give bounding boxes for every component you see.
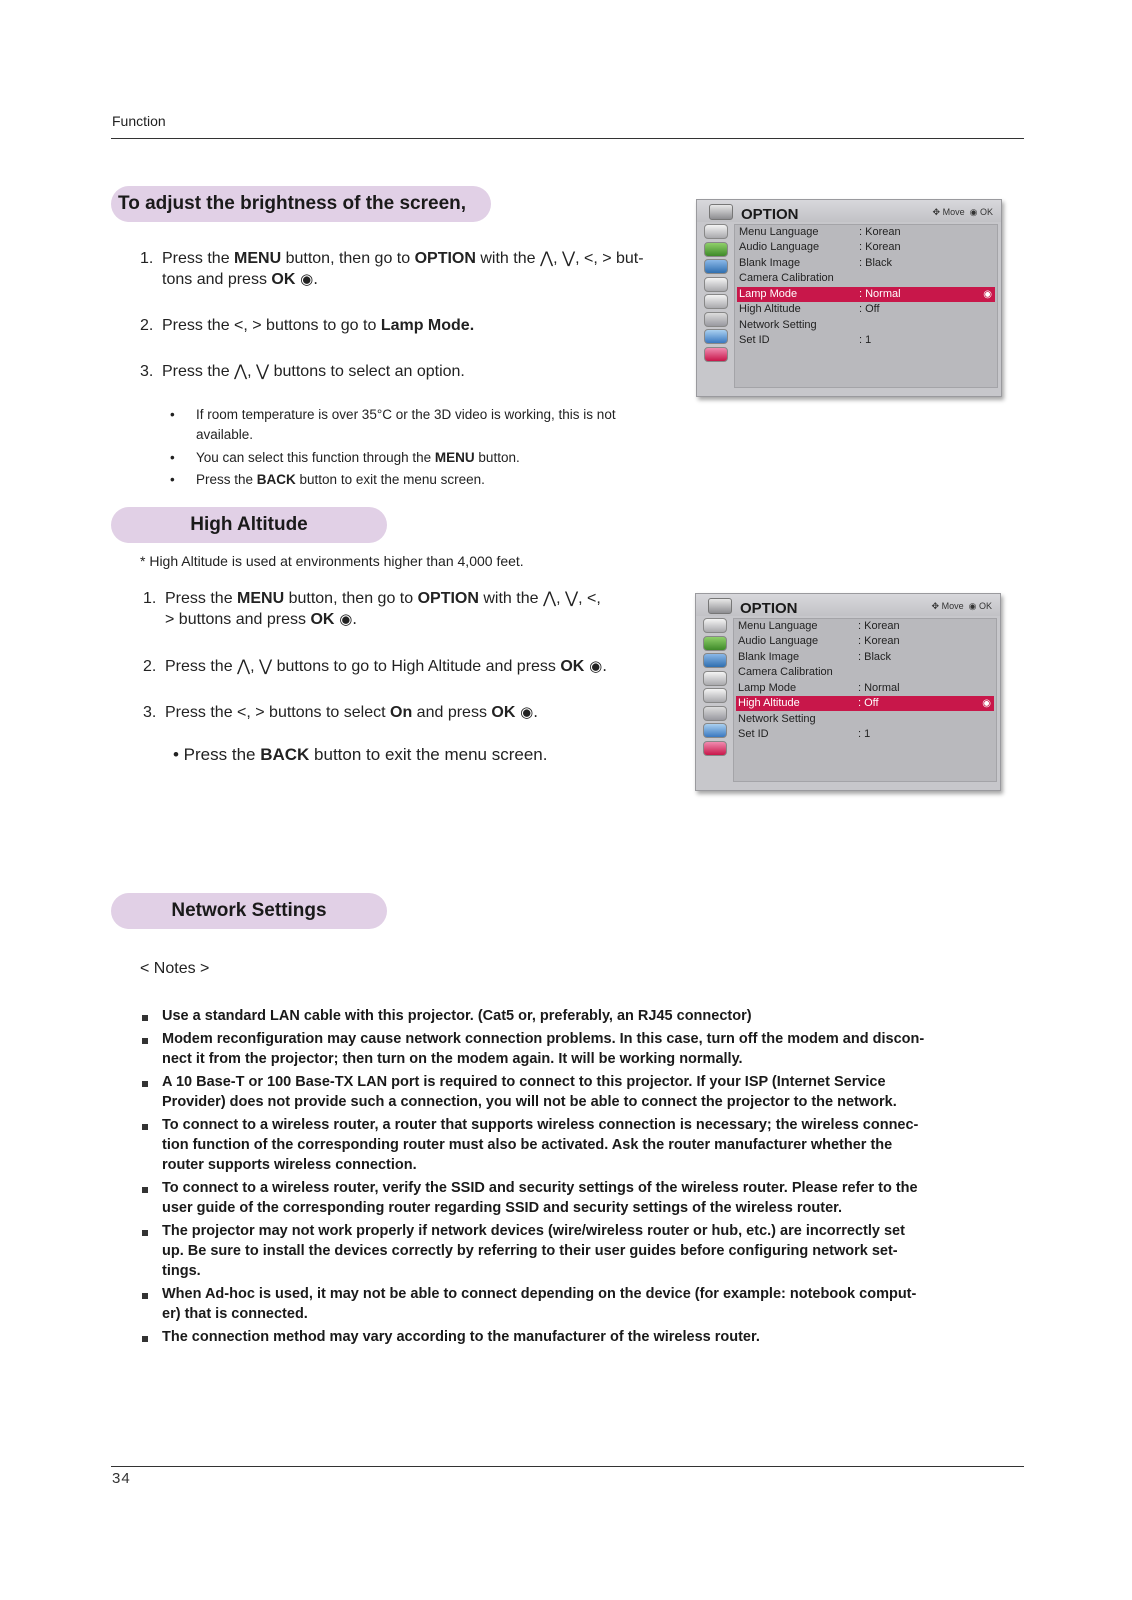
section-title-network (111, 893, 387, 929)
option-icon[interactable] (704, 312, 728, 327)
step-text: with the ⋀, ⋁, <, (478, 590, 601, 607)
screen-icon[interactable] (703, 636, 727, 651)
osd-row[interactable] (737, 240, 995, 255)
step-bold: OK (310, 611, 335, 628)
info-icon[interactable] (703, 741, 727, 756)
osd-row[interactable] (736, 634, 994, 649)
move-icon: ✥ (931, 601, 940, 611)
osd-row[interactable] (736, 681, 994, 696)
note-line: To connect to a wireless router, verify the SSID and security settings of the wireless router. Please refer to the (162, 1180, 918, 1196)
step-num: 2. (140, 317, 154, 334)
step-bold: OK (271, 271, 296, 288)
row-value: : Korean (859, 226, 901, 238)
step-text: tons and press (162, 271, 272, 288)
page-number: 34 (112, 1470, 131, 1487)
ok-icon: ◉. (334, 610, 358, 628)
osd-row-selected[interactable] (736, 696, 994, 711)
square-bullet (142, 1187, 148, 1193)
row-value: : Normal (859, 288, 901, 300)
square-bullet (142, 1038, 148, 1044)
info-icon[interactable] (704, 347, 728, 362)
note-line: Modem reconfiguration may cause network connection problems. In this case, turn off the modem and discon- (162, 1031, 925, 1047)
ok-icon: ◉. (584, 657, 607, 675)
time-icon[interactable] (704, 294, 728, 309)
note-line: Use a standard LAN cable with this projector. (Cat5 or, preferably, an RJ45 connector) (162, 1008, 752, 1024)
bullet-text: If room temperature is over 35°C or the 3D video is working, this is not (196, 407, 616, 422)
note-item (140, 1284, 1020, 1324)
note-item (140, 1006, 1020, 1026)
move-label: Move (941, 601, 964, 611)
altitude-back-note (173, 745, 547, 765)
note-line: router supports wireless connection. (162, 1157, 417, 1173)
step-bold: MENU (237, 590, 285, 607)
bullet-bold: BACK (256, 472, 296, 487)
note-item (140, 1115, 1020, 1175)
brightness-bullet-2 (170, 448, 520, 468)
step-text: and press (412, 704, 492, 721)
row-value: : Off (858, 697, 879, 709)
radio-selected-icon: ◉ (982, 698, 991, 709)
square-bullet (142, 1015, 148, 1021)
step-text: Press the ⋀, ⋁ buttons to select an option. (162, 363, 465, 380)
square-bullet (142, 1293, 148, 1299)
osd-row[interactable] (736, 727, 994, 742)
step-bold: On (390, 704, 413, 721)
brightness-step-3 (140, 361, 465, 382)
step-num: 3. (143, 704, 157, 721)
bullet-dot: • (170, 472, 175, 487)
altitude-step-3 (143, 702, 538, 723)
square-bullet (142, 1336, 148, 1342)
row-label: Set ID (739, 334, 770, 346)
osd-category-icons (701, 224, 731, 364)
note-line: A 10 Base-T or 100 Base-TX LAN port is required to connect to this projector. If your ISP (Internet Service (162, 1074, 886, 1090)
osd-category-icons (700, 618, 730, 758)
osd-row-selected[interactable] (737, 287, 995, 302)
note-line: tings. (162, 1263, 201, 1279)
row-value: : Korean (858, 620, 900, 632)
section-title-altitude (111, 507, 387, 543)
step-text: button, then go to (284, 590, 418, 607)
square-bullet (142, 1124, 148, 1130)
network-title: Network Settings (171, 900, 327, 921)
row-label: High Altitude (739, 303, 801, 315)
note-line: When Ad-hoc is used, it may not be able to connect depending on the device (for example: notebook comput- (162, 1286, 917, 1302)
osd-row[interactable] (736, 665, 994, 680)
bullet-dot: • (170, 407, 175, 422)
time-icon[interactable] (703, 688, 727, 703)
note-item (140, 1178, 1020, 1218)
bullet-dot: • (170, 450, 175, 465)
lock-icon[interactable] (703, 723, 727, 738)
bullet-text: button to exit the menu screen. (295, 472, 485, 487)
altitude-step-1 (143, 588, 663, 630)
brightness-step-1 (140, 248, 700, 290)
note-item (140, 1221, 1020, 1281)
step-text: Press the ⋀, ⋁ buttons to go to High Altitude and press (165, 658, 561, 675)
row-label: Blank Image (738, 651, 800, 663)
display-icon[interactable] (704, 259, 728, 274)
step-text: button, then go to (281, 250, 415, 267)
row-label: Blank Image (739, 257, 801, 269)
step-bold: OPTION (417, 590, 479, 607)
note-line: To connect to a wireless router, a router that supports wireless connection is necessary; the wireless connec- (162, 1117, 919, 1133)
move-label: Move (942, 207, 965, 217)
square-bullet (142, 1230, 148, 1236)
note-item (140, 1327, 1020, 1347)
step-bold: MENU (234, 250, 282, 267)
step-bold: OK (491, 704, 516, 721)
picture-icon[interactable] (704, 224, 728, 239)
ok-icon: ◉. (295, 270, 319, 288)
toolbox-icon (708, 598, 732, 614)
osd-option-menu-altitude (695, 593, 1001, 791)
osd-row[interactable] (737, 318, 995, 333)
step-num: 3. (140, 363, 154, 380)
notes-label: < Notes > (140, 960, 210, 977)
row-value: : Korean (858, 635, 900, 647)
move-icon: ✥ (932, 207, 941, 217)
osd-hint (933, 207, 993, 218)
bullet-text: You can select this function through the (196, 450, 435, 465)
row-label: Network Setting (738, 713, 816, 725)
ok-icon: ◉ (968, 601, 977, 611)
note-line: nect it from the projector; then turn on the modem again. It will be working normally. (162, 1051, 743, 1067)
step-bold: Lamp Mode. (380, 317, 475, 334)
picture-icon[interactable] (703, 618, 727, 633)
brightness-step-2 (140, 315, 474, 336)
row-label: Camera Calibration (738, 666, 833, 678)
note-line: Provider) does not provide such a connection, you will not be able to connect the projector to the network. (162, 1094, 897, 1110)
osd-option-menu-lamp (696, 199, 1002, 397)
note-line: The connection method may vary according to the manufacturer of the wireless router. (162, 1329, 760, 1345)
step-bold: OPTION (414, 250, 476, 267)
row-label: Set ID (738, 728, 769, 740)
row-label: Lamp Mode (738, 682, 797, 694)
lock-icon[interactable] (704, 329, 728, 344)
row-label: Camera Calibration (739, 272, 834, 284)
osd-row[interactable] (737, 271, 995, 286)
row-value: : Normal (858, 682, 900, 694)
brightness-bullet-1 (170, 405, 690, 445)
brightness-bullet-3 (170, 470, 485, 490)
square-bullet (142, 1081, 148, 1087)
audio-icon[interactable] (704, 277, 728, 292)
altitude-step-2 (143, 656, 607, 677)
row-label: Menu Language (738, 620, 818, 632)
row-value: : Korean (859, 241, 901, 253)
row-value: : Off (859, 303, 880, 315)
brightness-title: To adjust the brightness of the screen, (118, 193, 467, 214)
osd-row[interactable] (737, 225, 995, 240)
step-text: Press the <, > buttons to go to (162, 317, 381, 334)
step-text: Press the (162, 250, 235, 267)
note-line: er) that is connected. (162, 1306, 308, 1322)
note-line: user guide of the corresponding router regarding SSID and security settings of the wireless router. (162, 1200, 843, 1216)
footer-rule (111, 1466, 1024, 1467)
note-item (140, 1072, 1020, 1112)
altitude-title: High Altitude (190, 514, 308, 535)
row-label: Menu Language (739, 226, 819, 238)
step-num: 1. (140, 250, 154, 267)
ok-icon: ◉. (515, 703, 539, 721)
row-value: : 1 (859, 334, 872, 346)
osd-title: OPTION (741, 206, 799, 223)
row-label: Audio Language (739, 241, 820, 253)
osd-row[interactable] (737, 333, 995, 348)
audio-icon[interactable] (703, 671, 727, 686)
row-value: : Black (858, 651, 892, 663)
bullet-bold: MENU (434, 450, 475, 465)
row-value: : Black (859, 257, 893, 269)
step-text: Press the <, > buttons to select (165, 704, 391, 721)
osd-list (734, 224, 998, 388)
step-num: 1. (143, 590, 157, 607)
note-line: The projector may not work properly if network devices (wire/wireless router or hub, etc.) are incorrectly set (162, 1223, 905, 1239)
section-title-brightness (111, 186, 491, 222)
altitude-note: * High Altitude is used at environments higher than 4,000 feet. (140, 553, 524, 569)
note-line: tion function of the corresponding router must also be activated. Ask the router manufacturer whether the (162, 1137, 893, 1153)
bullet-text: button. (474, 450, 520, 465)
section-header: Function (112, 113, 166, 129)
ok-icon: ◉ (969, 207, 978, 217)
note-text: button to exit the menu screen. (309, 745, 548, 764)
step-text: Press the (165, 590, 238, 607)
note-text: • Press the (173, 745, 261, 764)
osd-list (733, 618, 997, 782)
row-label: High Altitude (738, 697, 800, 709)
step-bold: OK (560, 658, 585, 675)
network-notes-list (140, 1006, 1020, 1350)
row-label: Lamp Mode (739, 288, 798, 300)
osd-title: OPTION (740, 600, 798, 617)
osd-hint (932, 601, 992, 612)
option-icon[interactable] (703, 706, 727, 721)
note-line: up. Be sure to install the devices correctly by referring to their user guides before configuring network set- (162, 1243, 898, 1259)
display-icon[interactable] (703, 653, 727, 668)
osd-row[interactable] (736, 619, 994, 634)
toolbox-icon (709, 204, 733, 220)
row-label: Audio Language (738, 635, 819, 647)
osd-row[interactable] (737, 256, 995, 271)
step-text: > buttons and press (165, 611, 311, 628)
ok-label: OK (978, 601, 992, 611)
step-text: with the ⋀, ⋁, <, > but- (475, 250, 644, 267)
row-label: Network Setting (739, 319, 817, 331)
note-item (140, 1029, 1020, 1069)
osd-row[interactable] (736, 650, 994, 665)
header-rule (111, 138, 1024, 139)
note-bold: BACK (260, 745, 310, 764)
radio-selected-icon: ◉ (983, 289, 992, 300)
bullet-text: available. (196, 427, 254, 442)
step-num: 2. (143, 658, 157, 675)
row-value: : 1 (858, 728, 871, 740)
ok-label: OK (979, 207, 993, 217)
osd-row[interactable] (737, 302, 995, 317)
bullet-text: Press the (196, 472, 257, 487)
osd-row[interactable] (736, 712, 994, 727)
screen-icon[interactable] (704, 242, 728, 257)
